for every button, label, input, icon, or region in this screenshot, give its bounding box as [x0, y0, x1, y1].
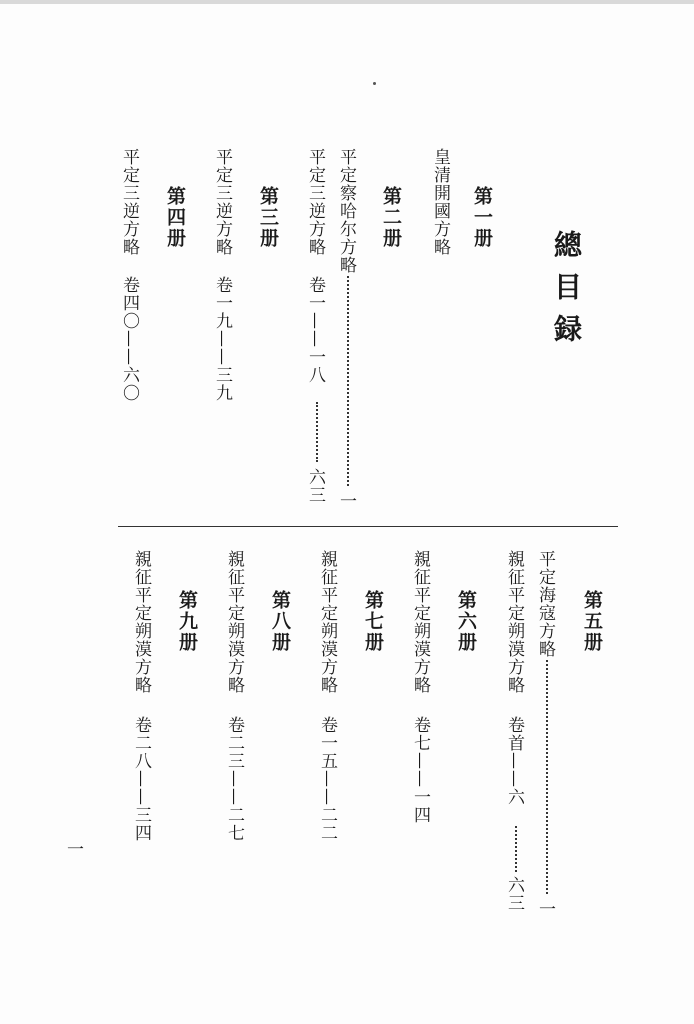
entry-title: 親征平定朔漠方略: [504, 550, 524, 694]
volume-label-6: 第六册: [455, 590, 477, 653]
entry-range: 卷二八——三四: [131, 716, 151, 842]
section-divider: [118, 526, 618, 527]
volume-label-2: 第二册: [380, 186, 402, 249]
entry-title: 平定察哈尔方略: [336, 148, 356, 274]
volume-label-1: 第一册: [471, 186, 493, 249]
volume-label-9: 第九册: [176, 590, 198, 653]
entry-pages: 一: [535, 900, 555, 918]
volume-label-7: 第七册: [362, 590, 384, 653]
page-title: 總目録: [550, 230, 583, 356]
entry-pages: 六三: [504, 876, 524, 912]
entry-range: 卷二三——二七: [224, 716, 244, 842]
dot-leader: [513, 826, 517, 872]
entry-pages: 六三: [305, 468, 325, 504]
entry-range: 卷七——一四: [410, 716, 430, 824]
entry-title: 平定海寇方略: [535, 550, 555, 658]
entry-title: 親征平定朔漠方略: [410, 550, 430, 694]
entry-pages: 一: [336, 492, 356, 510]
volume-label-4: 第四册: [164, 186, 186, 249]
volume-label-5: 第五册: [581, 590, 603, 653]
dot-leader: [314, 402, 318, 462]
entry-range: 卷一五——二二: [317, 716, 337, 842]
entry-range: 卷一九——三九: [212, 276, 232, 402]
entry-range: 卷首——六: [504, 716, 524, 806]
entry-title: 親征平定朔漠方略: [224, 550, 244, 694]
scan-speck: [373, 82, 376, 85]
dot-leader: [345, 276, 349, 486]
volume-label-8: 第八册: [269, 590, 291, 653]
entry-title: 親征平定朔漠方略: [131, 550, 151, 694]
entry-range: 卷四〇——六〇: [119, 276, 139, 402]
entry-title: 平定三逆方略: [212, 148, 232, 256]
volume-label-3: 第三册: [257, 186, 279, 249]
entry-title: 平定三逆方略: [305, 148, 325, 256]
dot-leader: [544, 660, 548, 894]
entry-title: 親征平定朔漠方略: [317, 550, 337, 694]
entry-title: 平定三逆方略: [119, 148, 139, 256]
entry-range: 卷一——一八: [305, 276, 325, 384]
page-number: 一: [63, 840, 83, 858]
entry-title: 皇清開國方略: [430, 148, 450, 256]
